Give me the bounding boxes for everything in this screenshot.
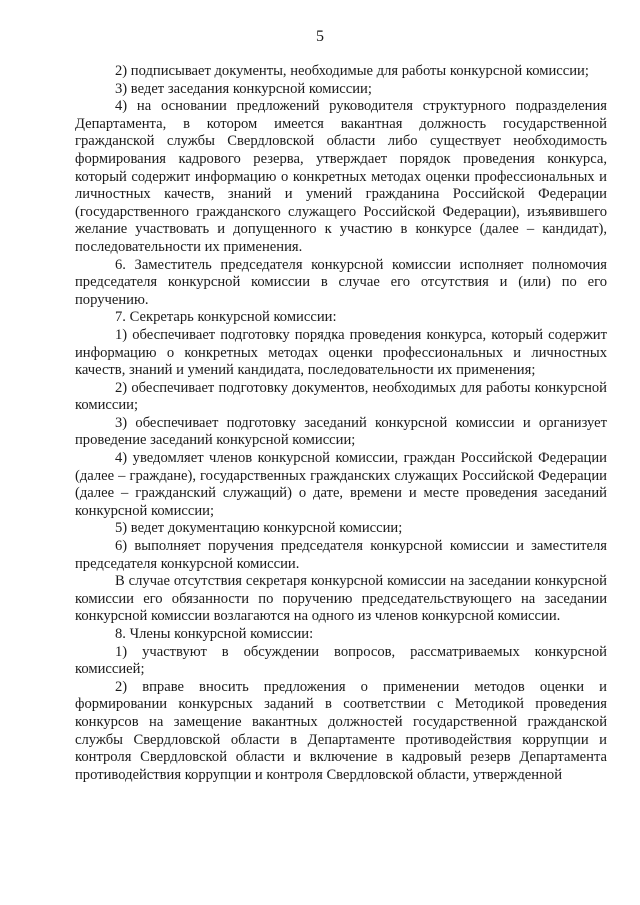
document-body — [75, 63, 607, 784]
paragraph: 6. Заместитель председателя конкурсной комиссии исполняет полномочия председателя конкурсной комиссии в случае его отсутствия и (или) по его поручению. — [75, 256, 607, 308]
paragraph: 2) вправе вносить предложения о применении методов оценки и формировании конкурсных заданий в соответствии с Методикой проведения конкурсов на замещение вакантных должностей государственной гражданской службы Свердловской области в Департаменте противодействия коррупции и контроля Свердловской области и включение в кадровый резерв Департамента противодействия коррупции и контроля Свердловской области, утвержденной — [75, 678, 607, 783]
paragraph: 3) ведет заседания конкурсной комиссии; — [115, 80, 372, 97]
paragraph: 8. Члены конкурсной комиссии: — [115, 626, 314, 642]
paragraph: 2) подписывает документы, необходимые для работы конкурсной комиссии; — [115, 63, 589, 79]
paragraph: 5) ведет документацию конкурсной комиссии; — [115, 520, 403, 537]
paragraph: 3) обеспечивает подготовку заседаний конкурсной комиссии и организует проведение заседаний конкурсной комиссии; — [75, 414, 607, 449]
paragraph: 2) обеспечивает подготовку документов, необходимых для работы конкурсной комиссии; — [75, 379, 607, 414]
paragraph: 6) выполняет поручения председателя конкурсной комиссии и заместителя председателя конкурсной комиссии. — [75, 538, 607, 572]
paragraph: 1) участвуют в обсуждении вопросов, рассматриваемых конкурсной комиссией; — [75, 643, 607, 678]
paragraph: 4) на основании предложений руководителя структурного подразделения Департамента, в котором имеется вакантная должность государственной гражданской службы Свердловской области либо существует необходимость формирования кадрового резерва, утверждает порядок проведения конкурса, который содержит информацию о конкретных методах оценки профессиональных и личностных качеств, знаний и умений гражданина Российской Федерации (государственного гражданского служащего Российской Федерации), изъявившего желание участвовать и допущенного к участию в конкурсе (далее – кандидат), последовательности их применения. — [75, 98, 607, 255]
paragraph: 7. Секретарь конкурсной комиссии: — [115, 309, 337, 326]
paragraph: В случае отсутствия секретаря конкурсной комиссии на заседании конкурсной комиссии его обязанности по поручению председательствующего на заседании конкурсной комиссии возлагаются на одного из членов конкурсной комиссии. — [75, 573, 607, 625]
paragraph: 1) обеспечивает подготовку порядка проведения конкурса, который содержит информацию о конкретных методах оценки профессиональных и личностных качеств, знаний и умений кандидата, последовательности их применения; — [75, 326, 607, 379]
page-number: 5 — [316, 28, 324, 45]
paragraph: 4) уведомляет членов конкурсной комиссии, граждан Российской Федерации (далее – граждане), государственных гражданских служащих Российской Федерации (далее – гражданский служащий) о дате, времени и месте проведения заседаний конкурсной комиссии; — [75, 450, 607, 519]
